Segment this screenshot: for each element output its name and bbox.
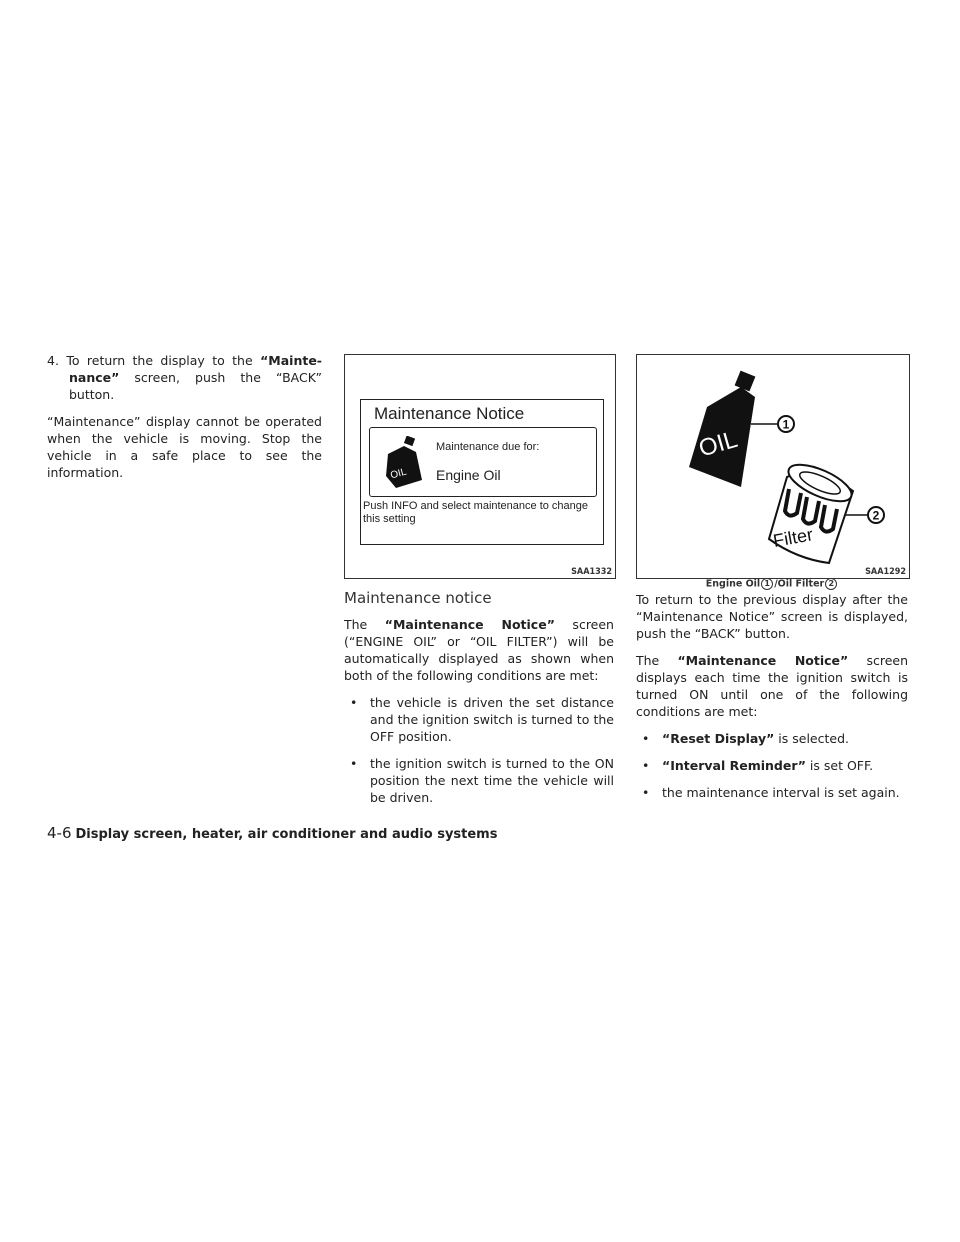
due-label: Maintenance due for: xyxy=(436,441,540,453)
svg-text:2: 2 xyxy=(872,508,880,523)
column-1 xyxy=(47,352,322,491)
filter-label: Filter xyxy=(771,524,815,552)
list-item: • “Interval Reminder” is set OFF. xyxy=(642,758,874,773)
notice-inner-box xyxy=(369,427,597,497)
callout-1-icon xyxy=(778,416,794,432)
callout-2-badge: 2 xyxy=(825,578,837,590)
list-item: • the vehicle is driven the set distance and the ignition switch is turned to the OFF position. xyxy=(350,695,614,744)
column-2 xyxy=(344,616,614,816)
chapter-title: Display screen, heater, air conditioner and audio systems xyxy=(75,827,498,842)
figure-oil-and-filter xyxy=(636,354,910,579)
moving-warning-paragraph: “Maintenance” display cannot be operated when the vehicle is moving. Stop the vehicle in a safe place to see the information. xyxy=(47,414,322,480)
step-4: 4. To return the display to the “Mainte-nance” screen, push the “BACK” button. xyxy=(47,353,322,402)
notice-intro: The “Maintenance Notice” screen (“ENGINE OIL” or “OIL FILTER”) will be automatically displayed as shown when both of the following conditions are met: xyxy=(344,617,614,683)
display-paragraph: The “Maintenance Notice” screen displays each time the ignition switch is turned ON until one of the following conditions are met: xyxy=(636,653,908,719)
push-info-text: Push INFO and select maintenance to change this setting xyxy=(363,500,589,525)
bullet-icon: • xyxy=(642,758,650,773)
return-paragraph: To return to the previous display after the “Maintenance Notice” screen is displayed, push the “BACK” button. xyxy=(636,592,908,641)
oil-bottle-label: OIL xyxy=(389,466,408,482)
oil-filter-icon xyxy=(769,457,856,563)
oil-bottle-icon xyxy=(380,436,426,490)
bullet-icon: • xyxy=(642,731,650,746)
screen-title: Maintenance Notice xyxy=(374,404,525,423)
svg-text:1: 1 xyxy=(782,417,790,432)
figure-maintenance-notice xyxy=(344,354,616,579)
callout-1-badge: 1 xyxy=(761,578,773,590)
oil-label: OIL xyxy=(695,425,741,463)
figure-code: SAA1332 xyxy=(571,567,612,577)
oil-bottle-icon xyxy=(689,371,755,487)
list-item: • the maintenance interval is set again. xyxy=(642,785,900,800)
bullet-icon: • xyxy=(350,756,358,771)
oil-filter-illustration xyxy=(637,355,909,578)
page-footer xyxy=(47,824,497,842)
bullet-icon: • xyxy=(642,785,650,800)
notice-screen xyxy=(360,399,604,545)
due-item: Engine Oil xyxy=(436,467,501,483)
page-number: 4-6 xyxy=(47,824,72,842)
column-3 xyxy=(636,591,908,811)
list-item: • “Reset Display” is selected. xyxy=(642,731,849,746)
figure-caption: Engine Oil 1 /Oil Filter 2 xyxy=(636,578,908,590)
bullet-icon: • xyxy=(350,695,358,710)
callout-2-icon xyxy=(868,507,884,523)
figure-code: SAA1292 xyxy=(865,567,906,577)
list-item: • the ignition switch is turned to the ON position the next time the vehicle will be driven. xyxy=(350,756,614,805)
section-heading: Maintenance notice xyxy=(344,589,492,607)
